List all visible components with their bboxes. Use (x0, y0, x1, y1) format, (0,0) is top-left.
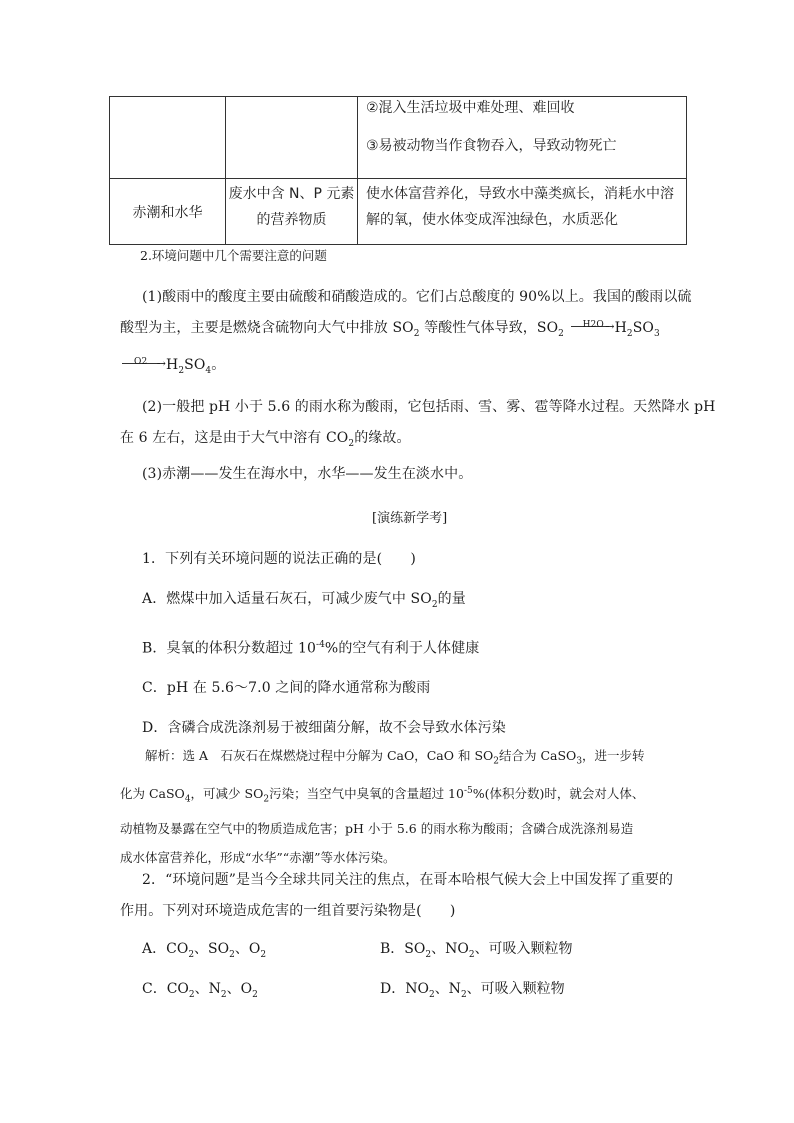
question-stem: 2．“环境问题”是当今全球共同关注的焦点，在哥本哈根气候大会上中国发挥了重要的 (142, 872, 674, 888)
option-a: A．燃煤中加入适量石灰石，可减少废气中 $SO_2$的量 (142, 591, 466, 610)
hazard-line: 使水体富营养化，导致水中藻类疯长，消耗水中溶 (366, 186, 674, 202)
table-cell (226, 97, 358, 179)
table-cell (358, 97, 687, 179)
option-c: C．pH 在 5.6～7.0 之间的降水通常称为酸雨 (142, 680, 431, 697)
text-line: 成水体富营养化，形成“水华”“赤潮”等水体污染。 (120, 850, 396, 866)
table-row (110, 97, 687, 179)
question-stem: 1．下列有关环境问题的说法正确的是( ) (142, 551, 416, 567)
cause-line: 的营养物质 (256, 212, 327, 228)
text-line: (2)一般把 pH 小于 5.6 的雨水称为酸雨，它包括雨、雪、雾、雹等降水过程。天然降水 pH (142, 399, 716, 415)
text-line: 解析：选 A 石灰石在煤燃烧过程中分解为 CaO，CaO 和 $SO_2$结合为 CaSO$_3$，进一步转 (145, 748, 645, 767)
option-d: D．$NO_2$、$N_2$、可吸入颗粒物 (380, 981, 565, 1000)
table-cell (358, 179, 687, 245)
option-b: B．$SO_2$、$NO_2$、可吸入颗粒物 (380, 941, 573, 960)
paragraph-red-tide: (3)赤潮——发生在海水中，水华——发生在淡水中。 (142, 466, 473, 482)
hazard-text (358, 179, 686, 235)
table-cell (110, 97, 226, 179)
option-d: D．含磷合成洗涤剂易于被细菌分解，故不会导致水体污染 (142, 720, 506, 737)
hazard-line: ②混入生活垃圾中难处理、难回收 (366, 100, 575, 116)
paragraph-ph (120, 392, 716, 460)
text-line: → O2 $H_2SO_4$。 (120, 350, 692, 387)
practice-heading: [演练新学考] (372, 511, 448, 526)
cause-text (226, 179, 357, 235)
section-heading: 2.环境问题中几个需要注意的问题 (140, 248, 327, 263)
reaction-arrow: → O2 (120, 355, 166, 369)
cause-line: 废水中含 N、P 元素 (228, 186, 355, 202)
text-line: 动植物及暴露在空气中的物质造成危害；pH 小于 5.6 的雨水称为酸雨；含磷合成洗涤剂易造 (120, 821, 634, 837)
question-1 (142, 539, 506, 748)
question-2 (120, 865, 673, 927)
text-line: (1)酸雨中的酸度主要由硫酸和硝酸造成的。它们占总酸度的 90%以上。我国的酸雨以硫 (142, 289, 692, 305)
table-row (110, 179, 687, 245)
question-stem: 作用。下列对环境造成危害的一组首要污染物是( ) (120, 903, 456, 919)
environment-table (109, 96, 687, 245)
option-c: C．$CO_2$、$N_2$、$O_2$ (142, 981, 258, 1000)
explanation (120, 741, 645, 872)
option-a: A．$CO_2$、$SO_2$、$O_2$ (142, 941, 267, 960)
table-cell (226, 179, 358, 245)
paragraph-acid-rain (120, 282, 692, 387)
text-line: 化为 CaSO$_4$，可减少 $SO_2$污染；当空气中臭氧的含量超过 $10^{-5}\%$(体积分数)时，就会对人体、 (120, 785, 645, 805)
text-line: 在 6 左右，这是由于大气中溶有 $CO_2$的缘故。 (120, 430, 411, 449)
hazard-line: ③易被动物当作食物吞入，导致动物死亡 (366, 138, 617, 154)
text-line: 酸型为主，主要是燃烧含硫物向大气中排放 $SO_2$ 等酸性气体导致，$SO_2$ → H2O $H_2SO_3$ (120, 320, 660, 339)
hazard-text (358, 97, 686, 159)
reaction-arrow: → H2O (569, 318, 615, 332)
option-b: B．臭氧的体积分数超过 $10^{-4}\%$的空气有利于人体健康 (142, 639, 480, 657)
hazard-line: 解的氧，使水体变成浑浊绿色，水质恶化 (366, 212, 618, 228)
pollution-name: 赤潮和水华 (132, 204, 203, 221)
table-cell (110, 179, 226, 245)
